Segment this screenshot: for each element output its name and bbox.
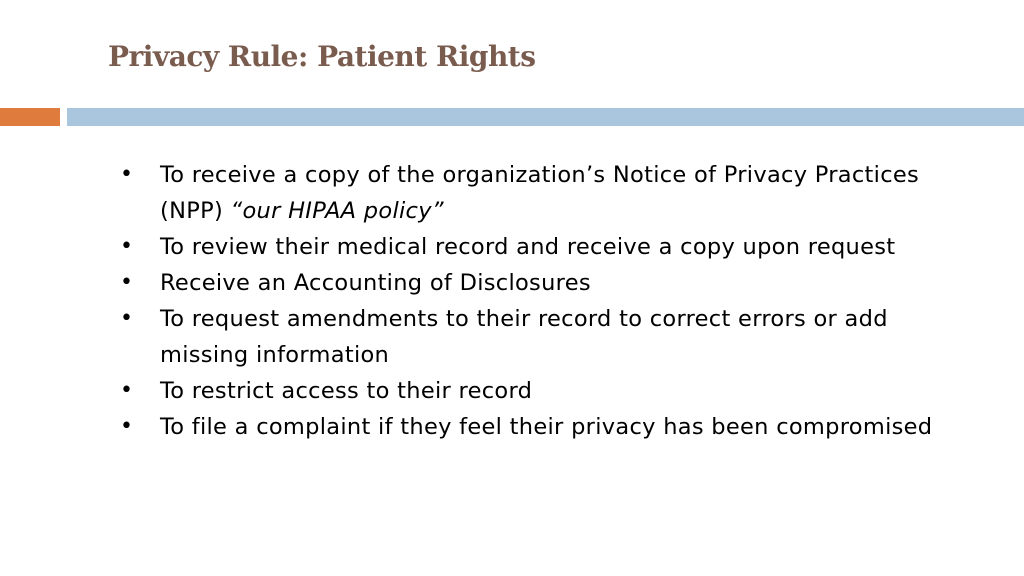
bullet-text: To restrict access to their record (160, 378, 533, 404)
bullet-text: To receive a copy of the organization’s Notice of Privacy Practices (NPP) (160, 162, 920, 224)
bullet-item (120, 373, 980, 409)
bullet-icon: • (120, 162, 134, 187)
bullet-icon: • (120, 270, 134, 295)
bullet-list (120, 157, 980, 445)
bullet-item (120, 265, 980, 301)
bullet-item (120, 301, 980, 373)
bullet-item (120, 157, 980, 229)
bullet-item (120, 229, 980, 265)
slide-title: Privacy Rule: Patient Rights (108, 40, 536, 73)
bullet-item (120, 409, 980, 445)
bullet-text: Receive an Accounting of Disclosures (160, 270, 591, 296)
bullet-icon: • (120, 234, 134, 259)
bullet-text: To review their medical record and receive a copy upon request (160, 234, 896, 260)
bullet-icon: • (120, 306, 134, 331)
bullet-emphasis: “our HIPAA policy” (230, 198, 444, 224)
title-rule-accent-blue (67, 108, 1024, 126)
bullet-icon: • (120, 378, 134, 403)
bullet-text: To file a complaint if they feel their privacy has been compromised (160, 414, 933, 440)
bullet-icon: • (120, 414, 134, 439)
title-rule-accent-orange (0, 108, 60, 126)
bullet-text: To request amendments to their record to correct errors or add missing information (160, 306, 888, 368)
